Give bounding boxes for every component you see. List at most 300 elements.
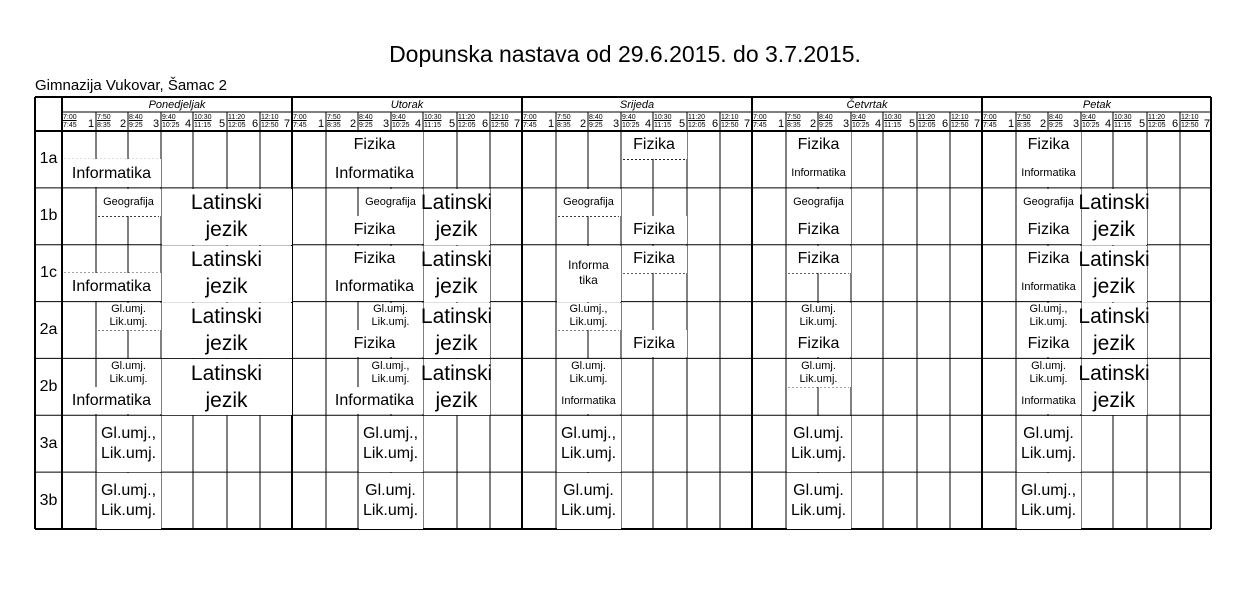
class-label-line: 1a [39, 150, 58, 168]
period-end: 10:25 [622, 122, 640, 129]
lesson-label [1078, 245, 1150, 302]
period-number: 2 [810, 118, 817, 130]
day-header [982, 98, 1212, 112]
period-start: 8:40 [359, 114, 373, 121]
period-time [1082, 114, 1100, 130]
lesson-label [556, 472, 621, 529]
lesson-label [161, 358, 292, 415]
period-end: 8:35 [327, 122, 341, 129]
period-number: 3 [153, 118, 160, 130]
lesson-label-line: Lik.umj. [569, 315, 608, 328]
lesson-label-line: Gl.umj. [801, 302, 836, 315]
period-end: 10:25 [852, 122, 870, 129]
lesson-label-line: Gl.umj., [371, 359, 410, 372]
period-start: 9:40 [392, 114, 406, 121]
period-time [63, 114, 77, 130]
period-number: 3 [1073, 118, 1080, 130]
period-number: 5 [219, 118, 226, 130]
lesson-label-line: Geografija [563, 195, 614, 208]
lesson-label-line: Fizika [797, 221, 840, 239]
lesson-label [1078, 188, 1150, 245]
lesson-label-line: Lik.umj. [1020, 444, 1077, 462]
lesson-label-line: Gl.umj., [569, 302, 608, 315]
lesson-label-line: Lik.umj. [362, 444, 419, 462]
lesson-label [1016, 131, 1081, 159]
period-number: 5 [1139, 118, 1146, 130]
lesson-label [326, 273, 423, 301]
day-header-line: Četvrtak [846, 98, 888, 111]
period-end: 9:25 [589, 122, 603, 129]
lesson-label-line: Gl.umj. [111, 302, 146, 315]
lesson-label [62, 387, 161, 415]
lesson-label-line: Fizika [1027, 221, 1070, 239]
period-end: 8:35 [787, 122, 801, 129]
lesson-label [96, 302, 161, 330]
lesson-label-line: Gl.umj., [100, 424, 157, 442]
period-number: 7 [1204, 118, 1211, 130]
period-end: 12:05 [458, 122, 476, 129]
lesson-label [326, 216, 423, 244]
period-time [523, 114, 537, 130]
period-time [589, 114, 603, 130]
lesson-label-line: Gl.umj., [560, 424, 617, 442]
period-start: 8:40 [1049, 114, 1063, 121]
period-start: 9:40 [1082, 114, 1096, 121]
period-number: 5 [679, 118, 686, 130]
lesson-label-line: Gl.umj. [793, 481, 844, 499]
lesson-label-line: Latinski [1078, 248, 1150, 272]
lesson-label [1078, 302, 1150, 359]
lesson-label-line: Lik.umj. [1029, 315, 1068, 328]
period-end: 10:25 [1082, 122, 1100, 129]
lesson-label-line: Geografija [103, 195, 154, 208]
period-start: 7:00 [983, 114, 997, 121]
period-number: 4 [875, 118, 882, 130]
lesson-label-line: Lik.umj. [100, 444, 157, 462]
lesson-label-line: tika [579, 273, 598, 288]
period-number: 4 [185, 118, 192, 130]
period-time [688, 114, 706, 130]
lesson-label-line: Fizika [797, 136, 840, 154]
period-start: 12:10 [261, 114, 279, 121]
lesson-label [1016, 330, 1081, 358]
lesson-label-line: Informatika [1021, 167, 1076, 180]
period-time [884, 114, 902, 130]
period-number: 2 [350, 118, 357, 130]
lesson-label [556, 358, 621, 386]
lesson-label [556, 415, 621, 472]
day-header-line: Srijeda [619, 98, 655, 111]
class-label-line: 1c [40, 264, 57, 282]
period-start: 7:50 [557, 114, 571, 121]
period-time [983, 114, 997, 130]
period-time [753, 114, 767, 130]
period-number: 7 [284, 118, 291, 130]
period-end: 9:25 [129, 122, 143, 129]
lesson-label-line: Fizika [1027, 136, 1070, 154]
lesson-label [1016, 273, 1081, 301]
lesson-label [786, 415, 851, 472]
period-time [228, 114, 246, 130]
period-start: 7:00 [293, 114, 307, 121]
period-number: 6 [482, 118, 489, 130]
day-header-line: Petak [1082, 98, 1112, 111]
period-end: 8:35 [97, 122, 111, 129]
class-label [35, 358, 62, 415]
period-end: 10:25 [392, 122, 410, 129]
day-header [752, 98, 982, 112]
day-header [62, 98, 292, 112]
lesson-label-line: Latinski [420, 191, 493, 215]
lesson-label-line: jezik [205, 275, 248, 299]
period-start: 10:30 [1114, 114, 1132, 121]
lesson-label-line: Lik.umj. [560, 501, 617, 519]
period-end: 11:15 [424, 122, 441, 129]
period-number: 1 [778, 118, 785, 130]
lesson-label [556, 302, 621, 330]
period-number: 4 [645, 118, 652, 130]
period-start: 10:30 [194, 114, 212, 121]
lesson-label [621, 245, 687, 273]
period-end: 8:35 [557, 122, 571, 129]
lesson-label [1016, 387, 1081, 415]
period-number: 2 [580, 118, 587, 130]
period-start: 8:40 [589, 114, 603, 121]
lesson-label-line: jezik [205, 218, 248, 242]
lesson-label-line: Gl.umj., [1029, 302, 1068, 315]
lesson-label-line: jezik [1092, 388, 1135, 412]
period-number: 2 [120, 118, 127, 130]
lesson-label [1016, 245, 1081, 273]
lesson-label-line: Gl.umj. [365, 481, 416, 499]
lesson-label-line: Latinski [1078, 191, 1150, 215]
lesson-label-line: Fizika [353, 136, 396, 154]
period-end: 12:50 [951, 122, 969, 129]
period-start: 7:00 [753, 114, 767, 121]
lesson-label-line: Informatika [791, 167, 846, 180]
lesson-label [96, 188, 161, 216]
period-end: 12:50 [491, 122, 509, 129]
period-time [852, 114, 870, 130]
lesson-label [96, 358, 161, 386]
lesson-label [786, 159, 851, 187]
lesson-label [556, 245, 621, 302]
period-end: 7:45 [983, 122, 997, 129]
lesson-label [621, 131, 687, 159]
period-number: 1 [1008, 118, 1015, 130]
lesson-label-line: jezik [435, 388, 478, 412]
lesson-label-line: Gl.umj., [362, 424, 419, 442]
lesson-label [420, 245, 493, 302]
period-time [1181, 114, 1199, 130]
period-start: 12:10 [951, 114, 969, 121]
school-label: Gimnazija Vukovar, Šamac 2 [35, 77, 228, 94]
period-end: 11:15 [1114, 122, 1131, 129]
lesson-label-line: Latinski [1078, 361, 1150, 385]
period-time [424, 114, 442, 130]
class-label-line: 3a [39, 434, 58, 452]
period-time [194, 114, 212, 130]
period-number: 1 [88, 118, 95, 130]
lesson-label-line: Gl.umj., [1020, 481, 1077, 499]
lesson-label [62, 159, 161, 187]
period-end: 11:15 [654, 122, 671, 129]
lesson-label [556, 188, 621, 216]
period-number: 6 [712, 118, 719, 130]
lesson-label-line: Fizika [1027, 249, 1070, 267]
period-number: 4 [415, 118, 422, 130]
class-label [35, 472, 62, 529]
lesson-label-line: Fizika [633, 136, 675, 154]
period-time [918, 114, 936, 130]
lesson-label-line: Lik.umj. [1029, 372, 1068, 385]
lesson-label-line: Gl.umj. [1031, 359, 1066, 372]
lesson-label-line: Informa [568, 258, 609, 273]
period-end: 12:05 [918, 122, 936, 129]
lesson-label-line: Fizika [633, 249, 675, 267]
period-time [787, 114, 801, 130]
period-time [951, 114, 969, 130]
period-time [557, 114, 571, 130]
lesson-label-line: Gl.umj. [793, 424, 844, 442]
lesson-label [326, 387, 423, 415]
lesson-label-line: Lik.umj. [1020, 501, 1077, 519]
lesson-label-line: Latinski [190, 361, 263, 385]
day-header [292, 98, 522, 112]
day-header-line: Ponedjeljak [148, 98, 206, 111]
lesson-label [326, 131, 423, 159]
lesson-label-line: jezik [1092, 331, 1135, 355]
lesson-label-line: Informatika [71, 278, 152, 296]
lesson-label [96, 415, 161, 472]
period-start: 7:00 [523, 114, 537, 121]
class-label [35, 245, 62, 302]
lesson-label-line: Gl.umj. [373, 302, 408, 315]
lesson-label [621, 330, 687, 358]
lesson-label-line: Geografija [1023, 195, 1074, 208]
lesson-label-line: Latinski [190, 304, 263, 328]
period-start: 7:50 [327, 114, 341, 121]
lesson-label [326, 159, 423, 187]
period-time [1114, 114, 1132, 130]
class-label-line: 1b [39, 207, 58, 225]
period-number: 6 [942, 118, 949, 130]
period-start: 11:20 [918, 114, 935, 121]
period-end: 9:25 [1049, 122, 1063, 129]
period-time [293, 114, 307, 130]
lesson-label [161, 302, 292, 359]
lesson-label [1016, 472, 1081, 529]
period-start: 9:40 [162, 114, 176, 121]
lesson-label-line: Fizika [633, 335, 675, 353]
period-start: 12:10 [491, 114, 509, 121]
lesson-label-line: Lik.umj. [790, 444, 847, 462]
period-time [129, 114, 143, 130]
lesson-label-line: Gl.umj., [100, 481, 157, 499]
lesson-label-line: jezik [435, 275, 478, 299]
period-time [1148, 114, 1166, 130]
lesson-label-line: Informatika [71, 164, 152, 182]
period-time [162, 114, 180, 130]
lesson-label-line: Lik.umj. [109, 315, 148, 328]
lesson-label-line: Lik.umj. [109, 372, 148, 385]
lesson-label [326, 245, 423, 273]
lesson-label-line: Informatika [334, 278, 415, 296]
period-time [819, 114, 833, 130]
lesson-label [96, 472, 161, 529]
lesson-label [786, 216, 851, 244]
lesson-label-line: Lik.umj. [371, 372, 410, 385]
lesson-label-line: Fizika [797, 335, 840, 353]
lesson-label-line: jezik [1092, 218, 1135, 242]
lesson-label-line: Informatika [334, 164, 415, 182]
lesson-label-line: Informatika [71, 392, 152, 410]
lesson-label-line: jezik [435, 331, 478, 355]
period-number: 3 [843, 118, 850, 130]
period-start: 8:40 [819, 114, 833, 121]
period-end: 9:25 [359, 122, 373, 129]
period-end: 11:15 [884, 122, 901, 129]
lesson-label-line: Gl.umj. [1023, 424, 1074, 442]
period-time [359, 114, 373, 130]
period-number: 6 [1172, 118, 1179, 130]
lesson-label [621, 216, 687, 244]
period-start: 9:40 [852, 114, 866, 121]
period-end: 12:05 [228, 122, 246, 129]
lesson-label-line: Gl.umj. [571, 359, 606, 372]
lesson-label [358, 415, 423, 472]
lesson-label-line: Latinski [1078, 304, 1150, 328]
period-end: 7:45 [753, 122, 767, 129]
lesson-label-line: jezik [205, 331, 248, 355]
period-number: 7 [974, 118, 981, 130]
period-time [622, 114, 640, 130]
period-start: 11:20 [458, 114, 475, 121]
lesson-label-line: Gl.umj. [563, 481, 614, 499]
period-start: 10:30 [884, 114, 902, 121]
period-start: 7:00 [63, 114, 77, 121]
lesson-label [420, 358, 493, 415]
period-end: 7:45 [63, 122, 77, 129]
day-header [522, 98, 752, 112]
period-time [327, 114, 341, 130]
period-end: 12:05 [688, 122, 706, 129]
period-end: 12:05 [1148, 122, 1166, 129]
period-number: 3 [383, 118, 390, 130]
lesson-label-line: Fizika [353, 335, 396, 353]
lesson-label-line: Latinski [420, 248, 493, 272]
period-end: 8:35 [1017, 122, 1031, 129]
period-end: 12:50 [721, 122, 739, 129]
class-label-line: 3b [39, 491, 58, 509]
lesson-label-line: Informatika [334, 392, 415, 410]
lesson-label-line: Fizika [633, 221, 675, 239]
period-time [261, 114, 279, 130]
period-time [392, 114, 410, 130]
lesson-label-line: Lik.umj. [799, 315, 838, 328]
period-end: 12:50 [1181, 122, 1199, 129]
page-title: Dopunska nastava od 29.6.2015. do 3.7.2015. [389, 41, 861, 67]
period-number: 7 [514, 118, 521, 130]
period-time [1049, 114, 1063, 130]
period-time [1017, 114, 1031, 130]
lesson-label [358, 302, 423, 330]
lesson-label-line: Lik.umj. [569, 372, 608, 385]
period-time [491, 114, 509, 130]
lesson-label-line: Gl.umj. [111, 359, 146, 372]
period-end: 7:45 [523, 122, 537, 129]
period-time [458, 114, 476, 130]
lesson-label-line: Lik.umj. [362, 501, 419, 519]
lesson-label [786, 358, 851, 386]
class-label-line: 2b [39, 377, 58, 395]
lesson-label [358, 472, 423, 529]
lesson-label [1078, 358, 1150, 415]
lesson-label-line: Fizika [353, 249, 396, 267]
period-number: 1 [548, 118, 555, 130]
lesson-label-line: Lik.umj. [560, 444, 617, 462]
lesson-label [786, 188, 851, 216]
period-number: 7 [744, 118, 751, 130]
lesson-label-line: Fizika [797, 249, 840, 267]
class-label [35, 131, 62, 188]
period-end: 7:45 [293, 122, 307, 129]
period-time [721, 114, 739, 130]
lesson-label [1016, 302, 1081, 330]
lesson-label [1016, 216, 1081, 244]
period-start: 7:50 [1017, 114, 1031, 121]
lesson-label-line: jezik [1092, 275, 1135, 299]
period-number: 5 [909, 118, 916, 130]
lesson-label-line: Lik.umj. [371, 315, 410, 328]
period-start: 11:20 [688, 114, 705, 121]
lesson-label-line: Fizika [353, 221, 396, 239]
period-start: 7:50 [787, 114, 801, 121]
lesson-label-line: Lik.umj. [790, 501, 847, 519]
class-label [35, 415, 62, 472]
class-label [35, 302, 62, 359]
period-end: 11:15 [194, 122, 211, 129]
lesson-label-line: Lik.umj. [100, 501, 157, 519]
lesson-label [420, 188, 493, 245]
lesson-label [1016, 415, 1081, 472]
lesson-label [786, 330, 851, 358]
period-start: 10:30 [424, 114, 442, 121]
period-time [97, 114, 111, 130]
lesson-label [1016, 188, 1081, 216]
lesson-label-line: Latinski [190, 248, 263, 272]
period-start: 11:20 [1148, 114, 1165, 121]
class-label [35, 188, 62, 245]
lesson-label [786, 245, 851, 273]
lesson-label [161, 245, 292, 302]
period-time [654, 114, 672, 130]
period-number: 4 [1105, 118, 1112, 130]
period-start: 10:30 [654, 114, 672, 121]
lesson-label-line: Latinski [420, 304, 493, 328]
lesson-label [1016, 358, 1081, 386]
lesson-label-line: jezik [205, 388, 248, 412]
period-start: 12:10 [721, 114, 739, 121]
lesson-label [1016, 159, 1081, 187]
period-end: 12:50 [261, 122, 279, 129]
period-number: 5 [449, 118, 456, 130]
lesson-label [420, 302, 493, 359]
lesson-label-line: Latinski [190, 191, 263, 215]
period-number: 6 [252, 118, 259, 130]
period-start: 9:40 [622, 114, 636, 121]
lesson-label-line: Geografija [365, 195, 416, 208]
